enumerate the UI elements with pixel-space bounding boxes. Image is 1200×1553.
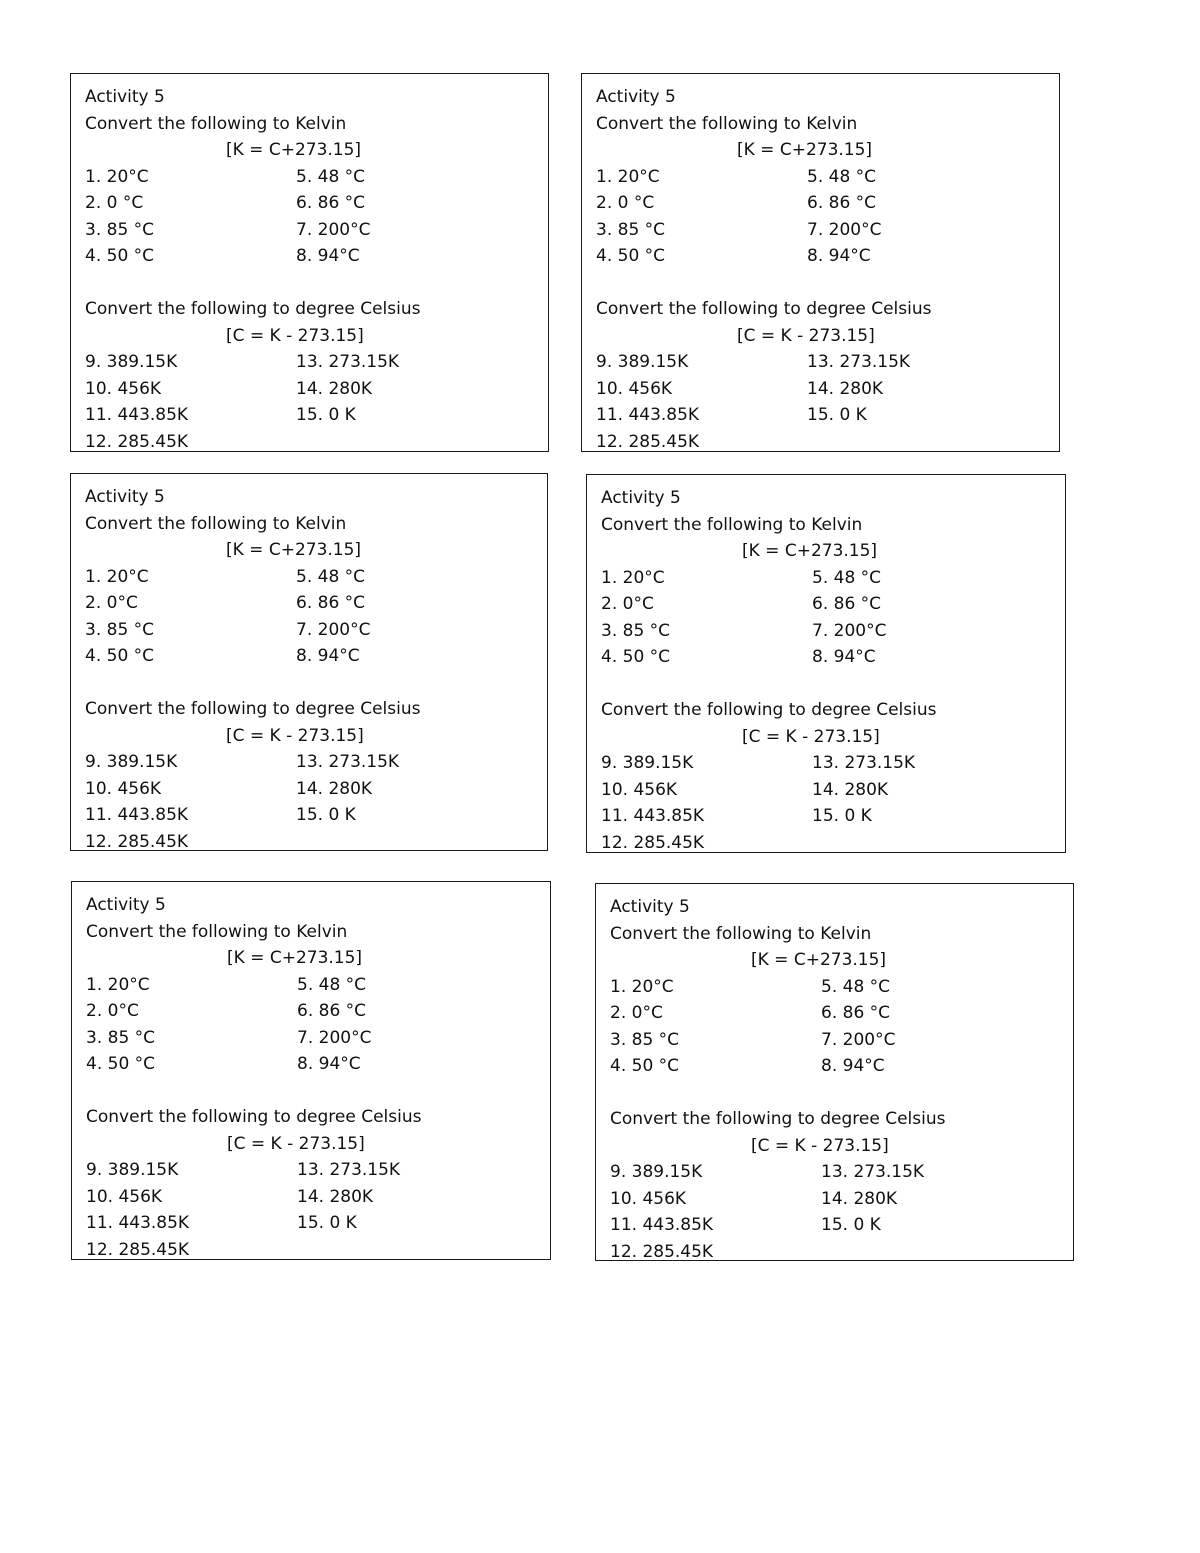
problem-item: 3. 85 °C (86, 1027, 156, 1048)
kelvin-row (610, 974, 1073, 1001)
problem-item: 9. 389.15K (85, 352, 178, 372)
problem-item: 7. 200°C (297, 1027, 372, 1048)
kelvin-row (596, 164, 1059, 191)
kelvin-row (85, 564, 547, 591)
problem-item: 8. 94°C (812, 647, 876, 667)
celsius-formula: [C = K - 273.15] (737, 325, 875, 346)
problem-item: 14. 280K (812, 779, 889, 800)
problem-item: 13. 273.15K (821, 1162, 925, 1182)
celsius-row (86, 1237, 550, 1261)
problem-item: 10. 456K (86, 1186, 163, 1207)
kelvin-row (85, 643, 547, 670)
problem-item: 9. 389.15K (85, 752, 178, 772)
celsius-heading: Convert the following to degree Celsius (85, 699, 421, 719)
problem-item: 12. 285.45K (610, 1241, 714, 1261)
problem-item: 11. 443.85K (86, 1213, 190, 1233)
problem-item: 11. 443.85K (610, 1215, 714, 1235)
spacer (601, 671, 1065, 698)
problem-item: 10. 456K (610, 1188, 687, 1209)
kelvin-formula: [K = C+273.15] (737, 140, 873, 160)
problem-item: 1. 20°C (596, 166, 660, 187)
celsius-row (86, 1184, 550, 1211)
problem-item: 7. 200°C (821, 1029, 896, 1050)
problem-item: 6. 86 °C (812, 594, 882, 614)
celsius-row (596, 349, 1059, 376)
kelvin-formula: [K = C+273.15] (227, 948, 363, 968)
problem-item: 15. 0 K (821, 1215, 881, 1235)
problem-item: 10. 456K (601, 779, 678, 800)
problem-item: 8. 94°C (296, 646, 360, 666)
problem-item: 2. 0 °C (85, 193, 144, 213)
activity-card (70, 73, 549, 452)
problem-item: 11. 443.85K (85, 405, 189, 425)
celsius-formula: [C = K - 273.15] (742, 726, 880, 747)
problem-item: 12. 285.45K (85, 431, 189, 452)
problem-item: 5. 48 °C (812, 567, 882, 588)
kelvin-row (85, 617, 547, 644)
celsius-row (85, 829, 547, 852)
activity-card (595, 883, 1074, 1261)
celsius-row (610, 1239, 1073, 1262)
problem-item: 6. 86 °C (821, 1003, 891, 1023)
kelvin-row (596, 190, 1059, 217)
spacer (85, 670, 547, 697)
problem-item: 3. 85 °C (85, 619, 155, 640)
spacer (85, 270, 548, 297)
problem-item: 3. 85 °C (596, 219, 666, 240)
kelvin-heading: Convert the following to Kelvin (601, 514, 863, 535)
kelvin-formula: [K = C+273.15] (751, 950, 887, 970)
problem-item: 13. 273.15K (807, 352, 911, 372)
problem-item: 15. 0 K (807, 405, 867, 425)
celsius-row (610, 1159, 1073, 1186)
problem-item: 12. 285.45K (86, 1239, 190, 1260)
kelvin-row (85, 243, 548, 270)
kelvin-row (601, 644, 1065, 671)
spacer (610, 1080, 1073, 1107)
problem-item: 12. 285.45K (596, 431, 700, 452)
problem-item: 15. 0 K (296, 805, 356, 825)
kelvin-formula: [K = C+273.15] (226, 140, 362, 160)
kelvin-heading: Convert the following to Kelvin (85, 513, 347, 534)
celsius-row (596, 376, 1059, 403)
kelvin-heading: Convert the following to Kelvin (85, 113, 347, 134)
problem-item: 14. 280K (821, 1188, 898, 1209)
celsius-row (85, 749, 547, 776)
problem-item: 14. 280K (296, 378, 373, 399)
problem-item: 3. 85 °C (610, 1029, 680, 1050)
kelvin-heading: Convert the following to Kelvin (596, 113, 858, 134)
kelvin-formula: [K = C+273.15] (742, 541, 878, 561)
celsius-heading: Convert the following to degree Celsius (610, 1109, 946, 1129)
problem-item: 4. 50 °C (596, 246, 666, 266)
problem-item: 4. 50 °C (601, 647, 671, 667)
celsius-row (85, 376, 548, 403)
problem-item: 8. 94°C (807, 246, 871, 266)
kelvin-row (86, 1025, 550, 1052)
problem-item: 10. 456K (85, 378, 162, 399)
problem-item: 14. 280K (297, 1186, 374, 1207)
celsius-row (85, 349, 548, 376)
kelvin-row (86, 972, 550, 999)
problem-item: 9. 389.15K (596, 352, 689, 372)
celsius-formula: [C = K - 273.15] (751, 1135, 889, 1156)
celsius-heading: Convert the following to degree Celsius (86, 1107, 422, 1127)
problem-item: 1. 20°C (85, 166, 149, 187)
problem-item: 1. 20°C (86, 974, 150, 995)
problem-item: 9. 389.15K (86, 1160, 179, 1180)
kelvin-row (86, 998, 550, 1025)
problem-item: 14. 280K (807, 378, 884, 399)
spacer (596, 270, 1059, 297)
problem-item: 15. 0 K (296, 405, 356, 425)
problem-item: 4. 50 °C (85, 246, 155, 266)
spacer (86, 1078, 550, 1105)
kelvin-heading: Convert the following to Kelvin (610, 923, 872, 944)
kelvin-row (596, 217, 1059, 244)
problem-item: 7. 200°C (812, 620, 887, 641)
problem-item: 2. 0°C (85, 593, 138, 613)
problem-item: 15. 0 K (812, 806, 872, 826)
activity-card (70, 473, 548, 851)
problem-item: 2. 0 °C (596, 193, 655, 213)
card-title: Activity 5 (596, 87, 676, 107)
problem-item: 5. 48 °C (296, 566, 366, 587)
celsius-row (610, 1212, 1073, 1239)
problem-item: 10. 456K (85, 778, 162, 799)
problem-item: 3. 85 °C (85, 219, 155, 240)
kelvin-row (601, 618, 1065, 645)
problem-item: 6. 86 °C (296, 193, 366, 213)
kelvin-row (601, 591, 1065, 618)
kelvin-row (85, 590, 547, 617)
problem-item: 2. 0°C (86, 1001, 139, 1021)
problem-item: 12. 285.45K (601, 832, 705, 853)
celsius-heading: Convert the following to degree Celsius (85, 299, 421, 319)
celsius-row (86, 1157, 550, 1184)
problem-item: 8. 94°C (297, 1054, 361, 1074)
problem-item: 10. 456K (596, 378, 673, 399)
card-title: Activity 5 (601, 488, 681, 508)
problem-item: 9. 389.15K (610, 1162, 703, 1182)
problem-item: 4. 50 °C (86, 1054, 156, 1074)
problem-item: 8. 94°C (296, 246, 360, 266)
celsius-row (601, 750, 1065, 777)
celsius-heading: Convert the following to degree Celsius (601, 700, 937, 720)
card-title: Activity 5 (610, 897, 690, 917)
problem-item: 15. 0 K (297, 1213, 357, 1233)
kelvin-row (610, 1027, 1073, 1054)
card-title: Activity 5 (85, 487, 165, 507)
celsius-row (596, 429, 1059, 453)
problem-item: 5. 48 °C (821, 976, 891, 997)
kelvin-row (85, 190, 548, 217)
problem-item: 8. 94°C (821, 1056, 885, 1076)
celsius-formula: [C = K - 273.15] (226, 725, 364, 746)
problem-item: 5. 48 °C (297, 974, 367, 995)
problem-item: 7. 200°C (807, 219, 882, 240)
kelvin-row (85, 164, 548, 191)
problem-item: 2. 0°C (601, 594, 654, 614)
problem-item: 2. 0°C (610, 1003, 663, 1023)
problem-item: 11. 443.85K (85, 805, 189, 825)
problem-item: 1. 20°C (601, 567, 665, 588)
problem-item: 11. 443.85K (596, 405, 700, 425)
kelvin-heading: Convert the following to Kelvin (86, 921, 348, 942)
problem-item: 4. 50 °C (610, 1056, 680, 1076)
celsius-row (610, 1186, 1073, 1213)
problem-item: 14. 280K (296, 778, 373, 799)
kelvin-row (86, 1051, 550, 1078)
problem-item: 6. 86 °C (807, 193, 877, 213)
kelvin-formula: [K = C+273.15] (226, 540, 362, 560)
celsius-formula: [C = K - 273.15] (226, 325, 364, 346)
problem-item: 6. 86 °C (296, 593, 366, 613)
card-title: Activity 5 (86, 895, 166, 915)
celsius-row (596, 402, 1059, 429)
celsius-row (85, 402, 548, 429)
problem-item: 13. 273.15K (297, 1160, 401, 1180)
celsius-row (85, 776, 547, 803)
problem-item: 5. 48 °C (296, 166, 366, 187)
problem-item: 9. 389.15K (601, 753, 694, 773)
problem-item: 11. 443.85K (601, 806, 705, 826)
celsius-row (85, 429, 548, 453)
problem-item: 3. 85 °C (601, 620, 671, 641)
kelvin-row (610, 1053, 1073, 1080)
kelvin-row (596, 243, 1059, 270)
problem-item: 13. 273.15K (296, 752, 400, 772)
kelvin-row (601, 565, 1065, 592)
activity-card (71, 881, 551, 1260)
kelvin-row (610, 1000, 1073, 1027)
celsius-heading: Convert the following to degree Celsius (596, 299, 932, 319)
problem-item: 5. 48 °C (807, 166, 877, 187)
problem-item: 6. 86 °C (297, 1001, 367, 1021)
celsius-row (85, 802, 547, 829)
problem-item: 7. 200°C (296, 619, 371, 640)
kelvin-row (85, 217, 548, 244)
activity-card (586, 474, 1066, 853)
problem-item: 4. 50 °C (85, 646, 155, 666)
activity-card (581, 73, 1060, 452)
celsius-row (601, 830, 1065, 854)
celsius-row (86, 1210, 550, 1237)
problem-item: 1. 20°C (610, 976, 674, 997)
celsius-formula: [C = K - 273.15] (227, 1133, 365, 1154)
celsius-row (601, 803, 1065, 830)
card-title: Activity 5 (85, 87, 165, 107)
problem-item: 12. 285.45K (85, 831, 189, 851)
problem-item: 7. 200°C (296, 219, 371, 240)
problem-item: 1. 20°C (85, 566, 149, 587)
problem-item: 13. 273.15K (812, 753, 916, 773)
celsius-row (601, 777, 1065, 804)
problem-item: 13. 273.15K (296, 352, 400, 372)
